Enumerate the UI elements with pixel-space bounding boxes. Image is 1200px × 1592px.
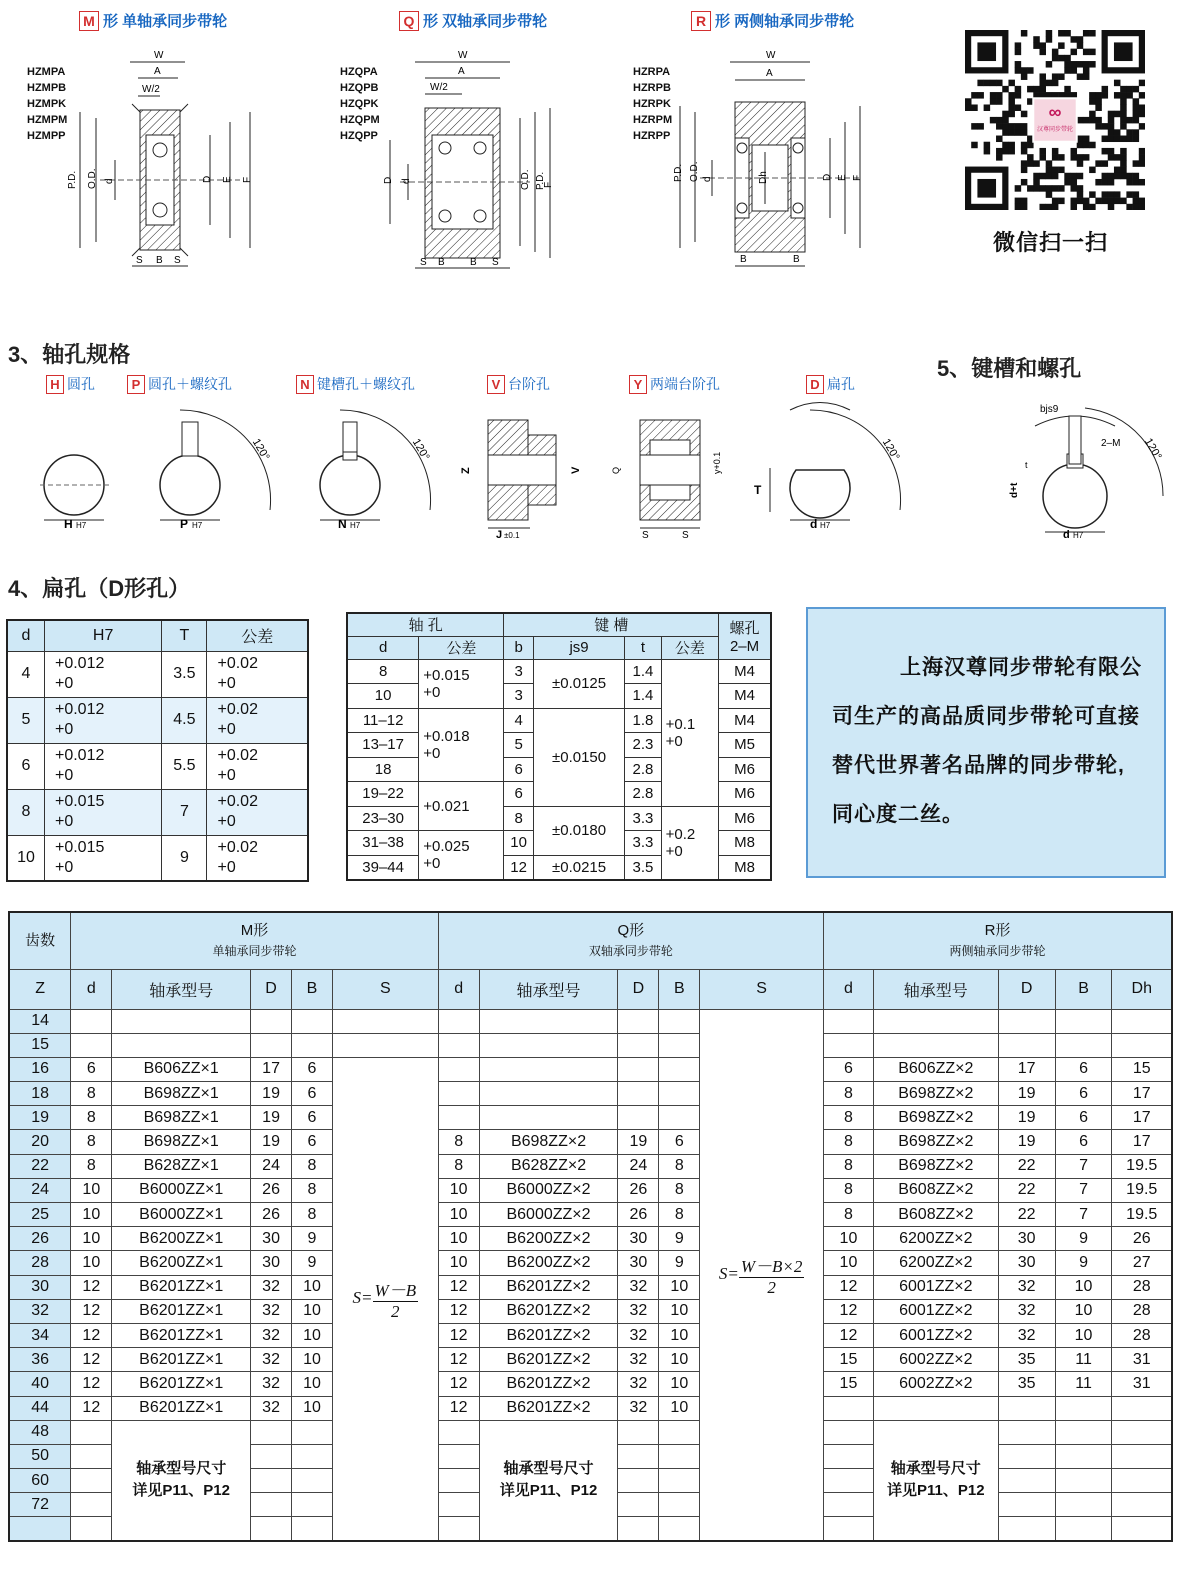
col-d: d <box>824 969 874 1009</box>
table-row: 15 <box>9 1033 1172 1057</box>
table-row: 4 +0.012 +0 3.5 +0.02 +0 <box>7 651 308 697</box>
group-q: Q形 双轴承同步带轮 <box>438 912 823 969</box>
dim-od: O.D. <box>87 168 98 189</box>
dim-w2: W/2 <box>430 82 448 93</box>
section5-title: 5、键槽和螺孔 <box>937 356 1082 381</box>
dim-f: F <box>852 174 863 181</box>
table-row: 23–30 8 ±0.0180 3.3 +0.2 +0 M6 <box>347 806 771 831</box>
col-d: d <box>71 969 112 1009</box>
type-title: 形 单轴承同步带轮 <box>103 13 228 30</box>
hole-n-label <box>296 374 415 394</box>
label-h7: H7 <box>1073 531 1084 540</box>
model-code: HZMPA <box>27 66 66 78</box>
col-key: 键 槽 <box>504 613 719 636</box>
label-s: S <box>682 530 689 541</box>
dim-f: F <box>543 181 554 188</box>
hole-d-label <box>806 374 855 394</box>
hole-text: 键槽孔＋螺纹孔 <box>317 376 415 392</box>
col-dd: D <box>618 969 659 1009</box>
hole-h-label <box>46 374 95 394</box>
col-dd: D <box>998 969 1055 1009</box>
dim-b: B <box>740 254 747 265</box>
type-r-heading <box>691 10 854 31</box>
label-h7: H7 <box>76 521 87 530</box>
formula-q: S= $\frac{W-B\times 2}{2}$ <box>700 1009 824 1541</box>
section3-title: 3、轴孔规格 <box>8 342 131 367</box>
table-row: 14 S= $\frac{W-B\times 2}{2}$ <box>9 1009 1172 1033</box>
table-row: 28 10 B6200ZZ×1 30 9 10 B6200ZZ×2 30 9 10 6200ZZ×2 30 9 27 <box>9 1251 1172 1275</box>
label-p: P <box>180 517 189 531</box>
label-s: S <box>642 530 649 541</box>
section4-title: 4、扁孔（D形孔） <box>8 576 191 601</box>
table-row: 13–17 5 2.3 M5 <box>347 733 771 758</box>
keyway-table <box>346 612 772 881</box>
dim-w: W <box>766 50 776 61</box>
col-b: B <box>659 969 700 1009</box>
col-d: d <box>7 620 44 651</box>
col-bearing: 轴承型号 <box>873 969 998 1009</box>
table-row: 40 12 B6201ZZ×1 32 10 12 B6201ZZ×2 32 10 15 6002ZZ×2 35 11 31 <box>9 1372 1172 1396</box>
col-s: S <box>332 969 438 1009</box>
col-s: S <box>700 969 824 1009</box>
col-t: t <box>625 636 661 659</box>
table-row: 60 <box>9 1469 1172 1493</box>
dim-e: E <box>837 174 848 181</box>
type-letter: Q <box>399 11 419 31</box>
dim-a: A <box>766 68 773 79</box>
model-code: HZRPB <box>633 82 671 94</box>
label-q: Q <box>611 466 621 474</box>
col-ttol: 公差 <box>661 636 718 659</box>
table-row: 32 12 B6201ZZ×1 32 10 12 B6201ZZ×2 32 10 12 6001ZZ×2 32 10 28 <box>9 1299 1172 1323</box>
label-h7: H7 <box>820 521 831 530</box>
label-deg: 120° <box>1141 436 1164 463</box>
m-type-drawing <box>60 40 350 280</box>
table-row: 19 8 B698ZZ×1 19 6 8 B698ZZ×2 19 6 17 <box>9 1106 1172 1130</box>
table-row: 8 +0.015 +0 7 +0.02 +0 <box>7 789 308 835</box>
hole-text: 圆孔＋螺纹孔 <box>148 376 232 392</box>
dim-od: O.D. <box>520 169 531 190</box>
table-row: 11–12 +0.018 +0 4 ±0.0150 1.8 M4 <box>347 708 771 733</box>
qr-label: 微信扫一扫 <box>993 230 1109 255</box>
model-code: HZMPK <box>27 98 67 110</box>
table-row: 39–44 12 ±0.0215 3.5 M8 <box>347 855 771 880</box>
label-2m: 2–M <box>1101 438 1121 449</box>
hole-text: 台阶孔 <box>508 376 550 392</box>
table-row: 19–22 +0.021 6 2.8 M6 <box>347 782 771 807</box>
dim-s: S <box>174 255 181 266</box>
dim-a: A <box>154 66 161 77</box>
type-letter: M <box>79 11 99 31</box>
table-row: 18 8 B698ZZ×1 19 6 8 B698ZZ×2 19 6 17 <box>9 1082 1172 1106</box>
hole-letter: D <box>806 375 824 394</box>
hole-letter: V <box>487 375 505 394</box>
d-hole-table <box>6 619 309 882</box>
q-type-drawing <box>370 40 570 280</box>
model-code: HZMPB <box>27 82 67 94</box>
table-row: 50 <box>9 1444 1172 1468</box>
label-t: T <box>754 483 762 497</box>
hole-text: 两端台阶孔 <box>650 376 720 392</box>
dim-s: S <box>420 257 427 268</box>
model-code: HZQPB <box>340 82 379 94</box>
group-r: R形 两侧轴承同步带轮 <box>824 912 1173 969</box>
table-row: 25 10 B6000ZZ×1 26 8 10 B6000ZZ×2 26 8 8 B608ZZ×2 22 7 19.5 <box>9 1203 1172 1227</box>
label-jtol: ±0.1 <box>504 531 520 540</box>
company-note <box>806 607 1166 878</box>
pulley-bearing-table <box>8 911 1173 1542</box>
model-code: HZQPA <box>340 66 378 78</box>
dim-dd: D <box>202 175 213 183</box>
dim-e: E <box>222 176 233 183</box>
dim-a: A <box>458 66 465 77</box>
col-bearing: 轴承型号 <box>479 969 618 1009</box>
label-h7: H7 <box>192 521 203 530</box>
label-deg: 120° <box>249 436 272 463</box>
table-row: 36 12 B6201ZZ×1 32 10 12 B6201ZZ×2 32 10 15 6002ZZ×2 35 11 31 <box>9 1348 1172 1372</box>
table-row: 31–38 +0.025 +0 10 3.3 M8 <box>347 831 771 856</box>
model-code: HZQPM <box>340 114 380 126</box>
dim-w: W <box>458 50 468 61</box>
col-teeth: 齿数 <box>9 912 71 969</box>
col-t: T <box>162 620 207 651</box>
note-text: 上海汉尊同步带轮有限公司生产的高品质同步带轮可直接替代世界著名品牌的同步带轮, 同心度二丝。 <box>832 656 1142 826</box>
col-dd: D <box>251 969 292 1009</box>
table-row: 5 +0.012 +0 4.5 +0.02 +0 <box>7 697 308 743</box>
label-dt: d+t <box>1009 482 1020 498</box>
col-d: d <box>438 969 479 1009</box>
type-letter: R <box>691 11 711 31</box>
qr-code[interactable] <box>965 30 1145 210</box>
group-m: M形 单轴承同步带轮 <box>71 912 438 969</box>
dim-b: B <box>793 254 800 265</box>
model-code: HZRPM <box>633 114 673 126</box>
dim-b: B <box>438 257 445 268</box>
dim-pd: P.D. <box>67 170 78 189</box>
dim-d: d <box>702 176 713 182</box>
dim-w2: W/2 <box>142 84 160 95</box>
col-b: b <box>504 636 533 659</box>
label-h7: H7 <box>350 521 361 530</box>
label-n: N <box>338 517 347 531</box>
keyway-drawing <box>995 396 1175 546</box>
dim-dd: D <box>383 176 394 184</box>
table-row: 10 +0.015 +0 9 +0.02 +0 <box>7 835 308 881</box>
col-b: B <box>1055 969 1112 1009</box>
type-title: 形 两侧轴承同步带轮 <box>715 13 855 30</box>
dim-f: F <box>242 176 253 183</box>
hole-text: 扁孔 <box>827 376 855 392</box>
r-type-drawing <box>660 40 900 280</box>
col-dh: Dh <box>1112 969 1172 1009</box>
hole-drawings <box>30 400 950 550</box>
dim-b: B <box>156 255 163 266</box>
table-row: 22 8 B628ZZ×1 24 8 8 B628ZZ×2 24 8 8 B698ZZ×2 22 7 19.5 <box>9 1154 1172 1178</box>
col-z: Z <box>9 969 71 1009</box>
hole-letter: H <box>46 375 64 394</box>
hole-y-label <box>629 374 720 394</box>
model-code: HZRPK <box>633 98 671 110</box>
model-code: HZMPP <box>27 130 66 142</box>
label-d: d <box>810 517 818 531</box>
type-m-heading <box>79 10 227 31</box>
table-row: 10 3 1.4 M4 <box>347 684 771 709</box>
dim-w: W <box>154 50 164 61</box>
table-row: 44 12 B6201ZZ×1 32 10 12 B6201ZZ×2 32 10 <box>9 1396 1172 1420</box>
svg-text:汉尊同步带轮: 汉尊同步带轮 <box>1036 127 1074 133</box>
model-code: HZQPP <box>340 130 378 142</box>
label-bjs9: bjs9 <box>1040 404 1059 415</box>
model-code: HZMPM <box>27 114 68 126</box>
dim-dd: D <box>822 173 833 181</box>
label-z: Z <box>460 467 472 474</box>
table-row: 8 +0.015 +0 3 ±0.0125 1.4 +0.1 +0 M4 <box>347 659 771 684</box>
dim-pd: P.D. <box>535 171 546 190</box>
dim-d: d <box>401 178 412 184</box>
table-row: 34 12 B6201ZZ×1 32 10 12 B6201ZZ×2 32 10 12 6001ZZ×2 32 10 28 <box>9 1323 1172 1347</box>
table-row: 16 6 B606ZZ×1 17 6 S= $\frac{W-B}{2}$ 6 B606ZZ×2 17 6 15 <box>9 1057 1172 1081</box>
col-screw: 螺孔 2–M <box>719 613 771 659</box>
model-code: HZQPK <box>340 98 379 110</box>
hole-text: 圆孔 <box>67 376 95 392</box>
table-row: 72 <box>9 1493 1172 1517</box>
label-y: y+0.1 <box>712 451 722 474</box>
dim-dh: Dh <box>758 171 769 184</box>
col-b: B <box>292 969 333 1009</box>
formula-m: S= $\frac{W-B}{2}$ <box>332 1057 438 1541</box>
col-d: d <box>347 636 419 659</box>
table-row: 48 轴承型号尺寸 详见P11、P12 轴承型号尺寸 详见P11、P12 轴承型号尺寸 详见P11、P12 <box>9 1420 1172 1444</box>
dim-d: d <box>104 178 115 184</box>
col-tol: 公差 <box>419 636 504 659</box>
table-row: 26 10 B6200ZZ×1 30 9 10 B6200ZZ×2 30 9 10 6200ZZ×2 30 9 26 <box>9 1227 1172 1251</box>
hole-letter: P <box>127 375 145 394</box>
model-code: HZRPP <box>633 130 671 142</box>
dim-pd: P.D. <box>673 163 684 182</box>
type-title: 形 双轴承同步带轮 <box>423 13 548 30</box>
label-t: t <box>1025 460 1028 470</box>
label-h: H <box>64 517 73 531</box>
hole-p-label <box>127 374 232 394</box>
col-shaft: 轴 孔 <box>347 613 504 636</box>
label-v: V <box>570 466 582 474</box>
label-d: d <box>1063 529 1070 541</box>
table-row: 18 6 2.8 M6 <box>347 757 771 782</box>
model-code: HZRPA <box>633 66 671 78</box>
hole-letter: N <box>296 375 314 394</box>
table-row: 24 10 B6000ZZ×1 26 8 10 B6000ZZ×2 26 8 8 B608ZZ×2 22 7 19.5 <box>9 1178 1172 1202</box>
type-q-heading <box>399 10 547 31</box>
label-deg: 120° <box>879 436 902 463</box>
col-h7: H7 <box>44 620 161 651</box>
table-row: 30 12 B6201ZZ×1 32 10 12 B6201ZZ×2 32 10 12 6001ZZ×2 32 10 28 <box>9 1275 1172 1299</box>
table-row: 20 8 B698ZZ×1 19 6 8 B698ZZ×2 19 6 8 B698ZZ×2 19 6 17 <box>9 1130 1172 1154</box>
label-deg: 120° <box>409 436 432 463</box>
table-row: 6 +0.012 +0 5.5 +0.02 +0 <box>7 743 308 789</box>
dim-s: S <box>492 257 499 268</box>
dim-od: O.D. <box>689 161 700 182</box>
label-j: J <box>496 529 503 541</box>
col-bearing: 轴承型号 <box>112 969 251 1009</box>
col-tol: 公差 <box>207 620 308 651</box>
svg-text:∞: ∞ <box>1048 102 1062 122</box>
dim-s: S <box>136 255 143 266</box>
hole-letter: Y <box>629 375 647 394</box>
col-js9: js9 <box>533 636 625 659</box>
hole-v-label <box>487 374 550 394</box>
dim-b: B <box>470 257 477 268</box>
